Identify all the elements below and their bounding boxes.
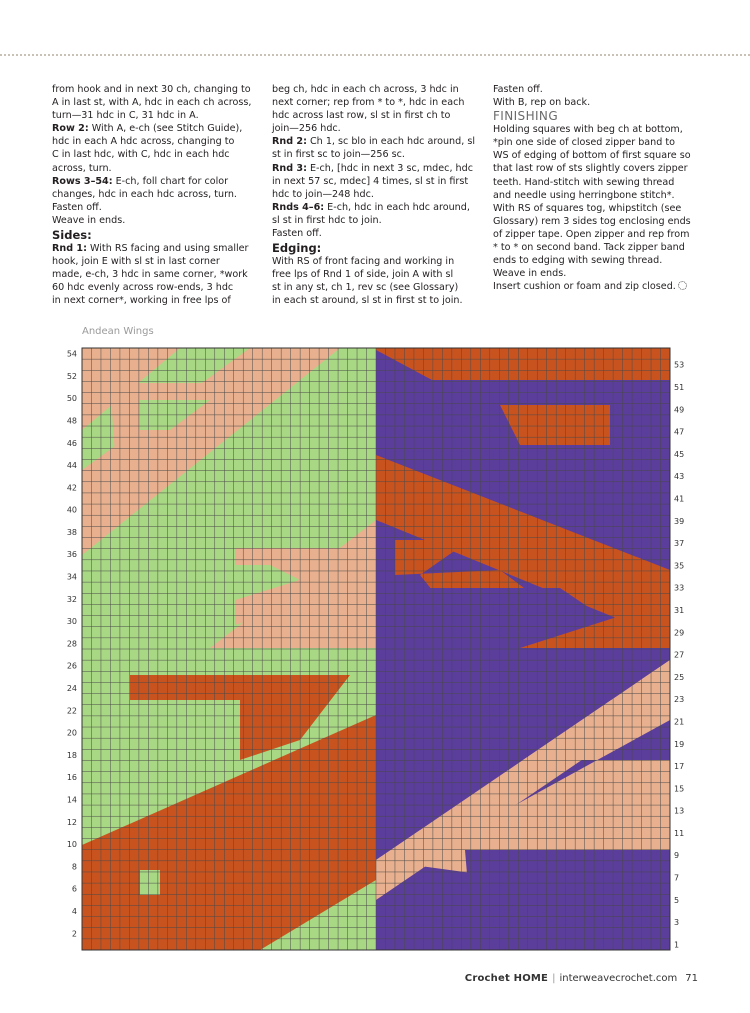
row-number-left: 42 (66, 483, 77, 493)
instruction-text: across, turn. (52, 162, 112, 174)
instruction-text: *pin one side of closed zipper band to (493, 137, 676, 149)
row-number-right: 31 (674, 605, 685, 615)
instruction-text: A in last st, with A, hdc in each ch across, (52, 97, 252, 109)
page-number: 71 (685, 973, 698, 984)
row-number-left: 16 (66, 773, 77, 783)
row-number-right: 41 (674, 494, 685, 504)
instruction-text: WS of edging of bottom of first square so (493, 150, 691, 162)
instruction-text: Ch 1, sc blo in each hdc around, sl (306, 136, 475, 148)
instruction-text: With RS of squares tog, whipstitch (see (493, 202, 682, 214)
instruction-text: made, e-ch, 3 hdc in same corner, *work (52, 269, 248, 281)
instruction-text: * to * on second band. Tack zipper band (493, 242, 685, 254)
row-number-right: 27 (674, 650, 685, 660)
row-number-left: 26 (66, 661, 77, 671)
row-number-right: 23 (674, 695, 685, 705)
instruction-text: With RS of front facing and working in (272, 256, 455, 268)
instruction-text: st in first sc to join—256 sc. (272, 149, 405, 161)
instruction-text: With B, rep on back. (493, 97, 591, 109)
row-number-right: 33 (674, 583, 685, 593)
instruction-text: hdc in each A hdc across, changing to (52, 136, 235, 148)
row-number-left: 6 (71, 884, 77, 894)
section-heading: Edging: (272, 241, 322, 256)
instruction-text: Fasten off. (52, 201, 102, 213)
instruction-text: in next corner*, working in free lps of (52, 295, 231, 307)
row-number-left: 52 (66, 371, 77, 381)
row-number-right: 11 (674, 828, 685, 838)
row-number-left: 36 (66, 550, 77, 560)
instruction-text: teeth. Hand-stitch with sewing thread (493, 176, 675, 188)
row-number-right: 3 (674, 918, 680, 928)
row-number-left: 34 (66, 572, 77, 582)
row-number-right: 37 (674, 539, 685, 549)
instruction-text: beg ch, hdc in each ch across, 3 hdc in (272, 84, 459, 95)
instruction-text: turn—31 hdc in C, 31 hdc in A. (52, 110, 199, 122)
instruction-text: Holding squares with beg ch at bottom, (493, 124, 683, 136)
instruction-text: in next 57 sc, mdec] 4 times, sl st in first (272, 175, 469, 187)
instruction-text: that last row of sts slightly covers zipper (493, 163, 688, 175)
instruction-text: join—256 hdc. (272, 123, 341, 135)
instruction-text: E-ch, hdc in each hdc around, (324, 201, 470, 213)
row-number-right: 49 (674, 405, 685, 415)
instruction-text: and needle using herringbone stitch*. (493, 189, 675, 201)
row-number-right: 9 (674, 851, 680, 861)
footer-site: interweavecrochet.com (559, 973, 678, 984)
instruction-text: Glossary) rem 3 sides tog enclosing ends (493, 215, 691, 227)
instruction-text: E-ch, foll chart for color (112, 175, 229, 187)
row-label: Row 2: (52, 123, 89, 135)
footer-brand: Crochet HOME (464, 973, 549, 984)
row-label: Rnds 4–6: (272, 201, 325, 213)
instruction-text: Fasten off. (272, 228, 322, 240)
instruction-text: ends to edging with sewing thread. (493, 255, 663, 267)
row-number-left: 38 (66, 527, 77, 537)
row-label: Rows 3–54: (52, 175, 113, 187)
instruction-text: next corner; rep from * to *, hdc in each (272, 97, 465, 109)
row-number-left: 46 (66, 438, 77, 448)
row-number-right: 45 (674, 449, 685, 459)
instruction-text: sl st in first hdc to join. (272, 214, 382, 226)
instruction-text: in each st around, sl st in first st to join. (272, 295, 463, 307)
row-number-right: 15 (674, 784, 685, 794)
instruction-text: from hook and in next 30 ch, changing to (52, 84, 251, 95)
row-number-left: 30 (66, 617, 77, 627)
row-number-left: 14 (66, 795, 77, 805)
row-number-left: 2 (71, 929, 77, 939)
row-number-right: 25 (674, 672, 685, 682)
bottom-left-shape (140, 870, 160, 895)
instruction-text: Weave in ends. (52, 214, 126, 226)
row-number-right: 5 (674, 895, 680, 905)
row-number-right: 21 (674, 717, 685, 727)
row-number-right: 17 (674, 762, 685, 772)
row-number-left: 48 (66, 416, 77, 426)
bottom-right-shape (465, 850, 670, 910)
row-number-right: 19 (674, 739, 685, 749)
section-heading-finishing: FINISHING (493, 109, 559, 124)
row-number-left: 20 (66, 728, 77, 738)
row-number-right: 43 (674, 472, 685, 482)
row-number-left: 8 (71, 862, 77, 872)
row-number-left: 40 (66, 505, 77, 515)
instruction-text: 60 hdc evenly across row-ends, 3 hdc (52, 282, 234, 294)
section-heading: Sides: (52, 228, 92, 243)
row-number-right: 29 (674, 628, 685, 638)
row-number-right: 47 (674, 427, 685, 437)
instruction-text: Fasten off. (493, 84, 543, 95)
row-number-right: 13 (674, 806, 685, 816)
instruction-text: of zipper tape. Open zipper and rep from (493, 228, 690, 240)
instruction-text: E-ch, [hdc in next 3 sc, mdec, hdc (306, 162, 473, 174)
row-number-right: 39 (674, 516, 685, 526)
row-number-right: 35 (674, 561, 685, 571)
instruction-text: free lps of Rnd 1 of side, join A with sl (272, 269, 454, 281)
row-label: Rnd 2: (272, 136, 307, 148)
row-number-left: 54 (66, 349, 77, 359)
row-label: Rnd 1: (52, 243, 87, 255)
page-footer (465, 973, 698, 984)
instruction-text: hdc to join—248 hdc. (272, 188, 374, 200)
row-number-left: 28 (66, 639, 77, 649)
row-number-left: 44 (66, 461, 77, 471)
row-number-left: 50 (66, 394, 77, 404)
row-number-left: 22 (66, 706, 77, 716)
row-number-left: 24 (66, 684, 77, 694)
chart-title: Andean Wings (82, 326, 154, 337)
footer-separator: | (552, 973, 556, 984)
row-number-right: 51 (674, 383, 685, 393)
row-number-left: 4 (71, 906, 77, 916)
row-number-left: 12 (66, 817, 77, 827)
instruction-text: With RS facing and using smaller (86, 243, 249, 255)
row-number-right: 1 (674, 940, 680, 950)
row-number-left: 10 (66, 840, 77, 850)
instruction-text: C in last hdc, with C, hdc in each hdc (52, 149, 230, 161)
row-number-left: 32 (66, 594, 77, 604)
instruction-text: st in any st, ch 1, rev sc (see Glossary) (272, 282, 459, 294)
instruction-text: hdc across last row, sl st in first ch to (272, 110, 451, 122)
row-number-right: 53 (674, 360, 685, 370)
row-label: Rnd 3: (272, 162, 307, 174)
row-number-left: 18 (66, 750, 77, 760)
instruction-text: Weave in ends. (493, 268, 567, 280)
instruction-text: changes, hdc in each hdc across, turn. (52, 188, 237, 200)
instruction-text: With A, e-ch (see Stitch Guide), (88, 123, 243, 135)
row-number-right: 7 (674, 873, 680, 883)
instruction-text: Insert cushion or foam and zip closed. (493, 281, 676, 293)
instruction-text: hook, join E with sl st in last corner (52, 256, 220, 268)
